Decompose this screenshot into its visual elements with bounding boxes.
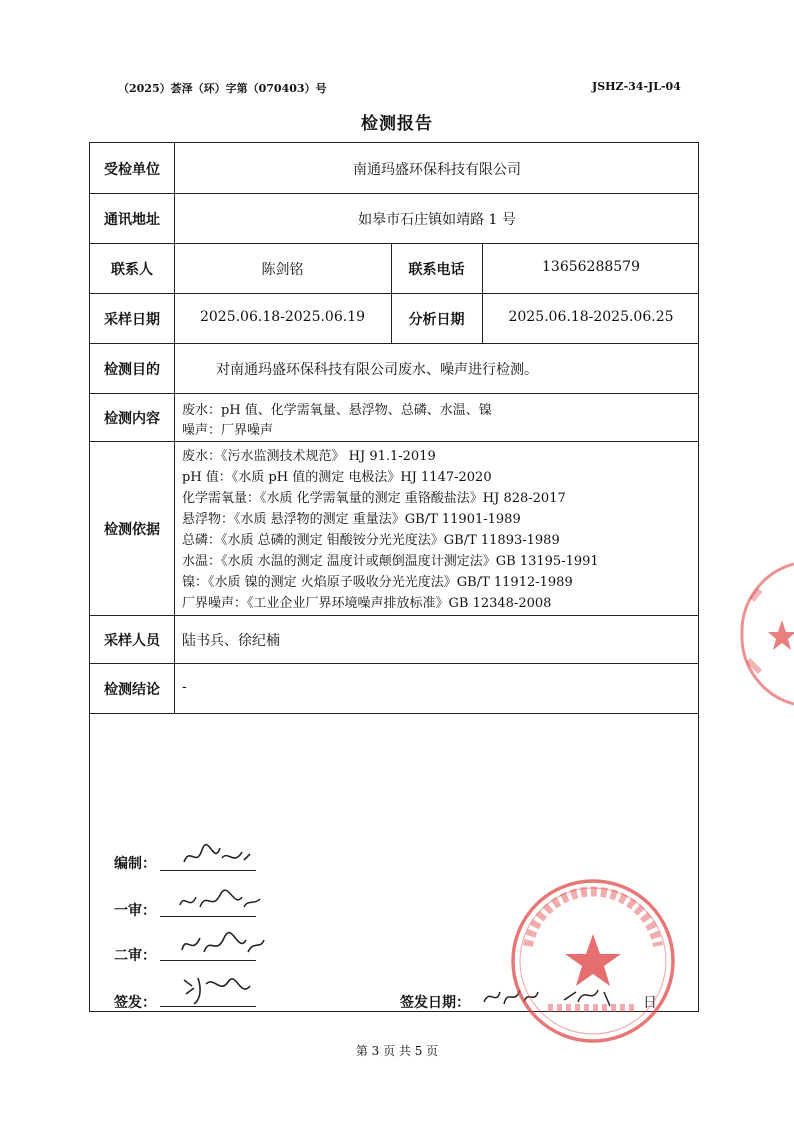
issuer-label: 签发：: [114, 995, 156, 1011]
basis-line: 废水：《污水监测技术规范》 HJ 91.1-2019: [182, 449, 436, 464]
analysis-date-label: 分析日期: [408, 312, 465, 328]
client-label: 受检单位: [104, 162, 160, 178]
first-review-label: 一审：: [114, 903, 156, 919]
content-label: 检测内容: [104, 411, 160, 427]
conclusion-value: -: [182, 679, 187, 695]
second-review-label: 二审：: [114, 948, 156, 964]
issue-date-label: 签发日期：: [400, 995, 470, 1011]
phone-value: 13656288579: [542, 259, 640, 275]
report-number: （2025）荟泽（环）字第（070403）号: [118, 82, 327, 95]
basis-line: 悬浮物：《水质 悬浮物的测定 重量法》GB/T 11901-1989: [182, 512, 521, 527]
basis-line: pH 值：《水质 pH 值的测定 电极法》HJ 1147-2020: [182, 470, 492, 485]
basis-label: 检测依据: [104, 522, 160, 538]
basis-line: 水温：《水质 水温的测定 温度计或颠倒温度计测定法》GB 13195-1991: [182, 554, 599, 569]
contact-label: 联系人: [111, 262, 153, 278]
page-edge-seal: [738, 560, 794, 714]
second-review-signature: [178, 928, 268, 967]
first-review-signature: [176, 885, 266, 922]
prepared-signature: [180, 840, 260, 877]
prepared-label: 编制：: [114, 856, 156, 872]
address-label: 通讯地址: [104, 212, 160, 228]
basis-line: 厂界噪声：《工业企业厂界环境噪声排放标准》GB 12348-2008: [182, 596, 552, 611]
form-code: JSHZ-34-JL-04: [592, 80, 681, 93]
phone-label: 联系电话: [408, 262, 465, 278]
basis-line: 镍：《水质 镍的测定 火焰原子吸收分光光度法》GB/T 11912-1989: [182, 575, 573, 590]
client-value: 南通玛盛环保科技有限公司: [353, 162, 521, 178]
contact-value: 陈剑铭: [261, 262, 304, 278]
sampler-value: 陆书兵、徐纪楠: [182, 633, 280, 649]
purpose-label: 检测目的: [104, 362, 160, 378]
sampler-label: 采样人员: [104, 633, 160, 649]
issuer-signature: [180, 970, 260, 1011]
sampling-date-value: 2025.06.18-2025.06.19: [199, 309, 366, 325]
page-footer: 第 3 页 共 5 页: [355, 1044, 439, 1058]
purpose-value: 对南通玛盛环保科技有限公司废水、噪声进行检测。: [216, 362, 538, 378]
sampling-date-label: 采样日期: [104, 312, 160, 328]
content-line: 噪声：厂界噪声: [182, 423, 274, 438]
address-value: 如皋市石庄镇如靖路 1 号: [358, 212, 516, 228]
content-line: 废水：pH 值、化学需氧量、悬浮物、总磷、水温、镍: [182, 403, 492, 418]
issue-date-day-suffix: 日: [643, 995, 657, 1011]
basis-line: 总磷：《水质 总磷的测定 钼酸铵分光光度法》GB/T 11893-1989: [182, 533, 560, 548]
company-seal: [508, 876, 678, 1050]
analysis-date-value: 2025.06.18-2025.06.25: [508, 309, 674, 325]
conclusion-label: 检测结论: [104, 682, 160, 698]
page-title: 检测报告: [361, 114, 433, 134]
basis-line: 化学需氧量：《水质 化学需氧量的测定 重铬酸盐法》HJ 828-2017: [182, 491, 566, 506]
